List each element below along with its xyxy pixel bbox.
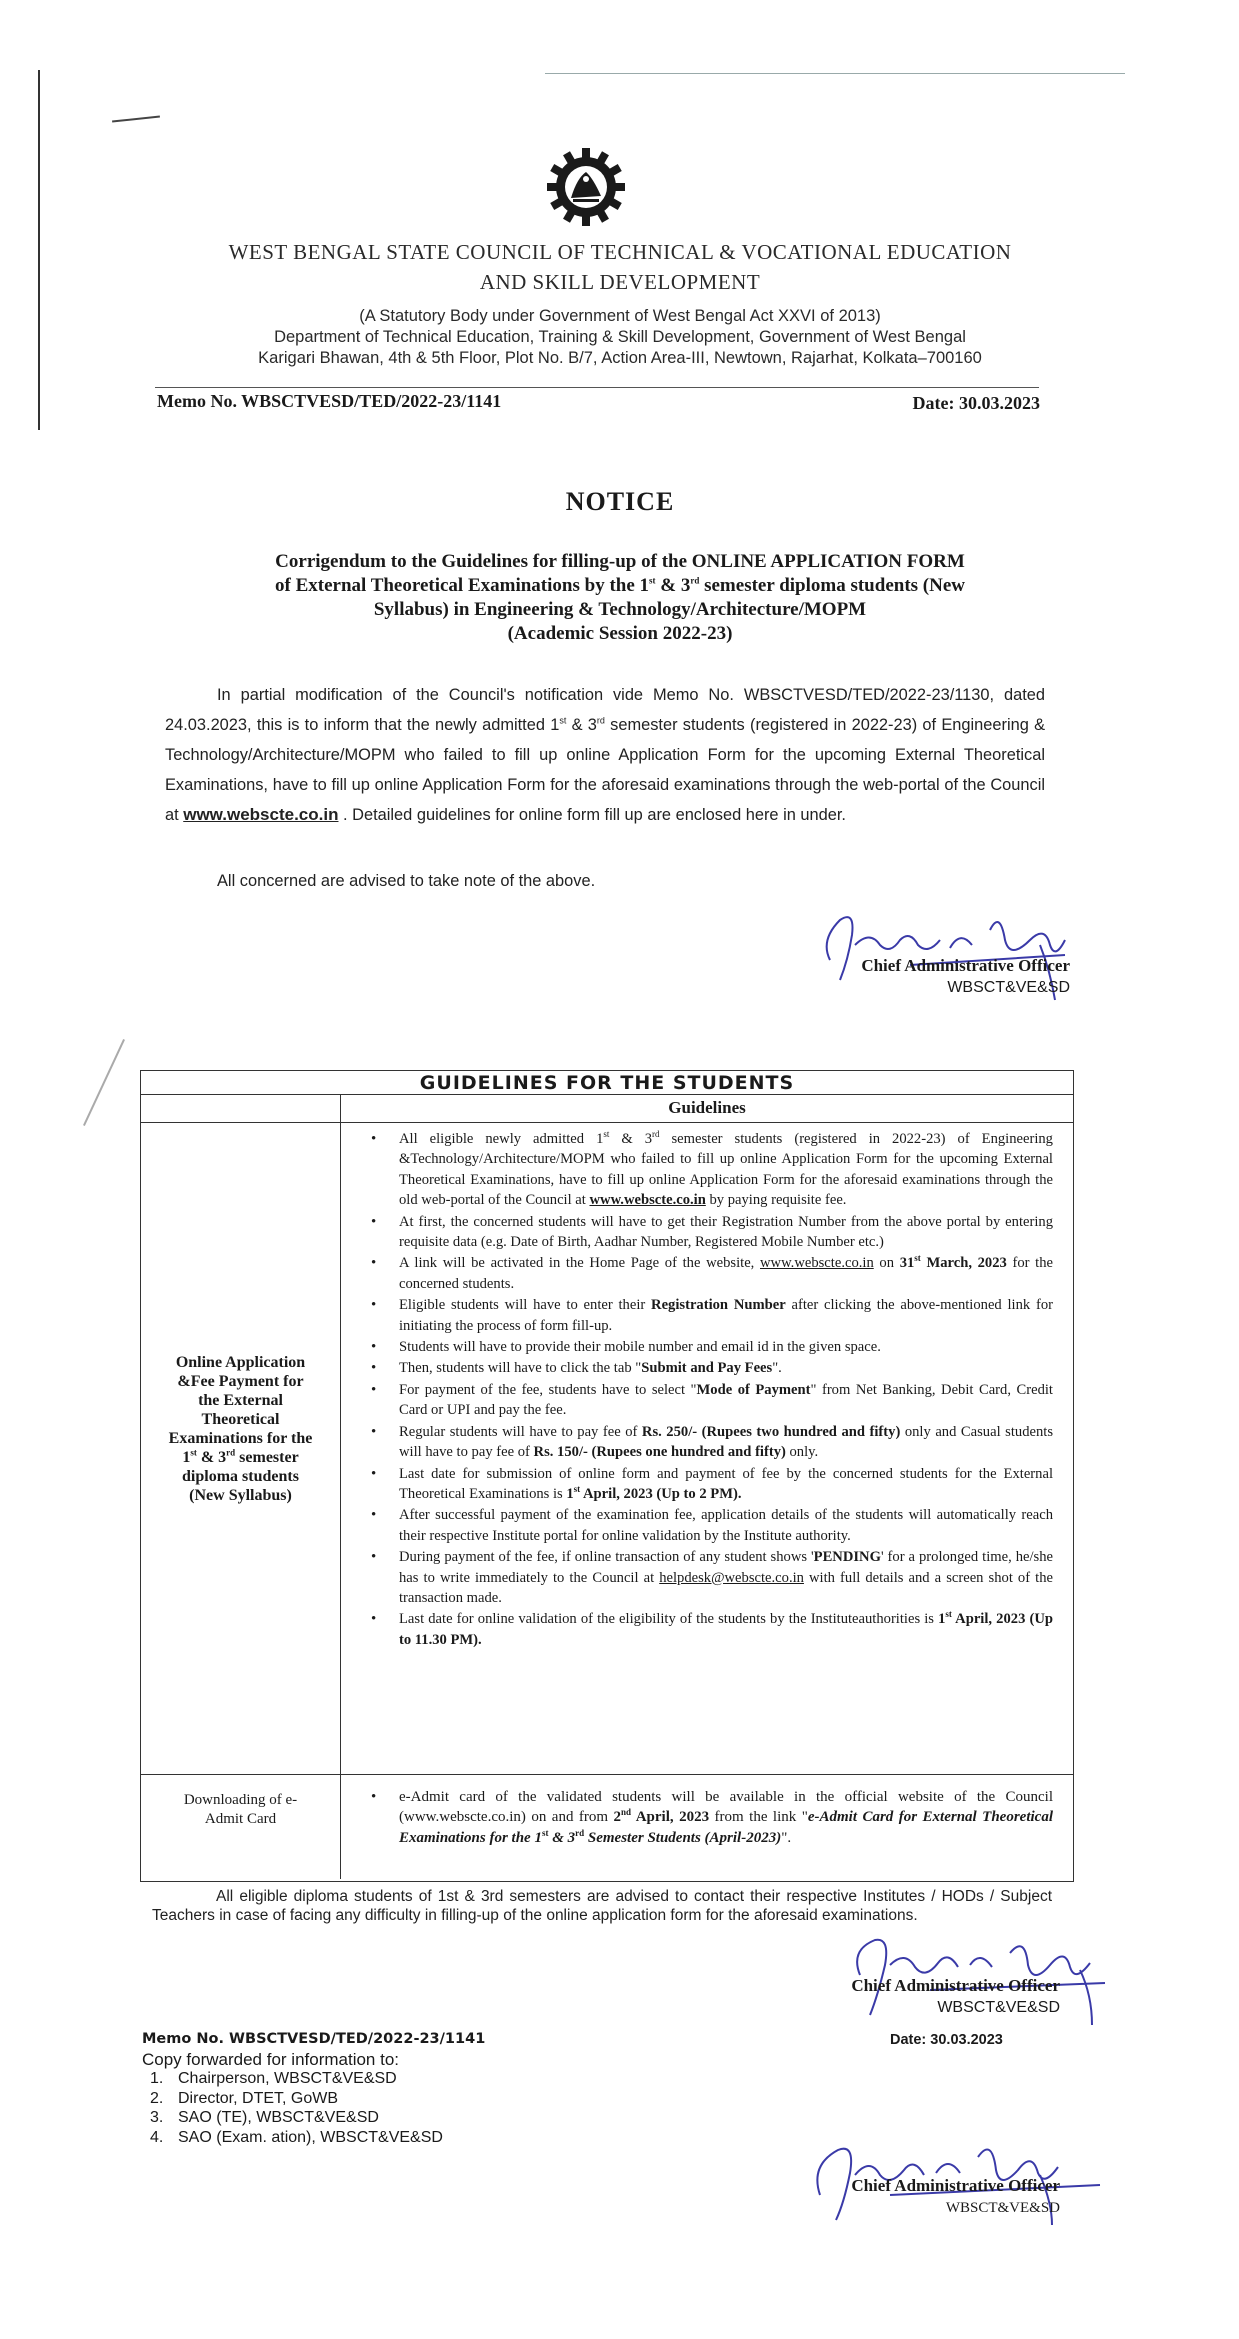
- admit-card-cell: [341, 1775, 1073, 1879]
- guidelines-table-title: GUIDELINES FOR THE STUDENTS: [141, 1071, 1073, 1095]
- notice-subject: [130, 550, 1110, 646]
- copy-recipient-list: [142, 2069, 602, 2147]
- guidelines-list: [371, 1129, 1053, 1650]
- subject-line3: Syllabus) in Engineering & Technology/Architecture/MOPM: [373, 599, 867, 620]
- scan-top-line: [545, 73, 1125, 74]
- list-item-number: 4.: [150, 2128, 164, 2146]
- list-item-text: SAO (Exam. ation), WBSCT&VE&SD: [178, 2128, 443, 2146]
- list-item-text: Chairperson, WBSCT&VE&SD: [178, 2070, 397, 2087]
- council-name-line1: WEST BENGAL STATE COUNCIL OF TECHNICAL & VOCATIONAL EDUCATION: [228, 240, 1012, 264]
- subject-line1: Corrigendum to the Guidelines for filling-up of the ONLINE APPLICATION FORM: [275, 551, 965, 572]
- address-line: Karigari Bhawan, 4th & 5th Floor, Plot No. B/7, Action Area-III, Newtown, Rajarhat, Kolkata–700160: [258, 349, 982, 367]
- subject-line2: of External Theoretical Examinations by the 1st & 3rd semester diploma students (New: [275, 575, 965, 596]
- list-item: • A link will be activated in the Home Page of the website, www.webscte.co.in on 31st March, 2023 for the concerned students.: [371, 1253, 1053, 1294]
- website-link[interactable]: www.webscte.co.in: [183, 805, 339, 824]
- signatory-designation-2: Chief Administrative Officer: [851, 1976, 1060, 1995]
- website-link[interactable]: www.webscte.co.in: [589, 1192, 706, 1209]
- list-item: • During payment of the fee, if online transaction of any student shows 'PENDING' for a prolonged time, he/she has to write immediately to the Council at helpdesk@webscte.co.in with full details and a screen shot of the transaction made.: [371, 1547, 1053, 1608]
- list-item-text: Director, DTET, GoWB: [178, 2089, 339, 2107]
- list-item-text: SAO (TE), WBSCT&VE&SD: [178, 2109, 379, 2126]
- list-item: [142, 2108, 602, 2128]
- memo-date: Date: 30.03.2023: [912, 393, 1040, 413]
- signatory-org-3: WBSCT&VE&SD: [945, 2200, 1060, 2216]
- subject-line4: (Academic Session 2022-23): [507, 623, 733, 644]
- list-item: [142, 2089, 602, 2109]
- guidelines-bullets-cell: [341, 1123, 1073, 1774]
- header-empty-cell: [141, 1095, 341, 1122]
- helpdesk-email-link[interactable]: helpdesk@webscte.co.in: [659, 1569, 804, 1586]
- council-name-line2: AND SKILL DEVELOPMENT: [479, 270, 761, 294]
- guidelines-table: [140, 1070, 1074, 1882]
- row-label-online-application: Online Application &Fee Payment for the External Theoretical Examinations for the 1st & 3rd semester diploma students (New Syllabus): [141, 1123, 341, 1774]
- statutory-line: (A Statutory Body under Government of West Bengal Act XXVI of 2013): [359, 307, 881, 325]
- list-item: • Eligible students will have to enter their Registration Number after clicking the above-mentioned link for initiating the process of form fill-up.: [371, 1295, 1053, 1336]
- list-item: • For payment of the fee, students have to select "Mode of Payment" from Net Banking, Debit Card, Credit Card or UPI and pay the fee.: [371, 1380, 1053, 1421]
- signatory-org-2: WBSCT&VE&SD: [937, 1999, 1060, 2016]
- council-logo: [547, 148, 625, 226]
- signatory-designation-3: Chief Administrative Officer: [851, 2176, 1060, 2195]
- guidelines-table-header: [141, 1095, 1073, 1123]
- notice-body-paragraph: In partial modification of the Council's notification vide Memo No. WBSCTVESD/TED/2022-23/1130, dated 24.03.2023, this is to inform that the newly admitted 1st & 3rd semester students (registered in 2022-23) of Engineering & Technology/Architecture/MOPM who failed to fill up online Application Form for the upcoming External Theoretical Examinations, have to fill up online Application Form for the aforesaid examinations through the web-portal of the Council at www.webscte.co.in . Detailed guidelines for online form fill up are enclosed here in under.: [165, 686, 1046, 824]
- signatory-designation-1: Chief Administrative Officer: [861, 956, 1070, 975]
- list-item: • Then, students will have to click the tab "Submit and Pay Fees".: [371, 1358, 1053, 1378]
- department-line: Department of Technical Education, Training & Skill Development, Government of West Bengal: [274, 328, 966, 346]
- list-item: • Regular students will have to pay fee of Rs. 250/- (Rupees two hundred and fifty) only and Casual students will have to pay fee of Rs. 150/- (Rupees one hundred and fifty) only.: [371, 1422, 1053, 1463]
- copy-forwarded-block: [142, 2030, 602, 2147]
- website-link[interactable]: www.webscte.co.in: [760, 1255, 874, 1272]
- list-item-number: 3.: [150, 2109, 164, 2126]
- scan-slash: [83, 1039, 125, 1126]
- contact-advisory-note: All eligible diploma students of 1st & 3rd semesters are advised to contact their respective Institutes / HODs / Subject Teachers in case of facing any difficulty in filling-up of the online application form for the aforesaid examinations.: [152, 1888, 1052, 1924]
- scan-edge-line: [38, 70, 40, 430]
- list-item: • At first, the concerned students will have to get their Registration Number from the above portal by entering requisite data (e.g. Date of Birth, Aadhar Number, Registered Mobile Number etc.): [371, 1212, 1053, 1253]
- memo-number: Memo No. WBSCTVESD/TED/2022-23/1141: [157, 391, 502, 411]
- header-rule: [155, 387, 1039, 388]
- gear-emblem-icon: [547, 148, 625, 226]
- copy-lead-text: Copy forwarded for information to:: [142, 2049, 400, 2069]
- notice-title: NOTICE: [565, 487, 675, 516]
- list-item-number: 2.: [150, 2089, 164, 2107]
- row-label-admit-card: Downloading of e-Admit Card: [141, 1775, 341, 1879]
- list-item: • Last date for online validation of the eligibility of the students by the Instituteauthorities is 1st April, 2023 (Up to 11.30 PM).: [371, 1609, 1053, 1650]
- notice-advice: All concerned are advised to take note of the above.: [217, 872, 596, 890]
- list-item: [142, 2069, 602, 2089]
- list-item: [142, 2128, 602, 2148]
- list-item: • Last date for submission of online form and payment of fee by the concerned students for the External Theoretical Examinations is 1st April, 2023 (Up to 2 PM).: [371, 1464, 1053, 1505]
- table-row: [141, 1775, 1073, 1879]
- scan-mark: [112, 115, 160, 122]
- copy-date: Date: 30.03.2023: [890, 2032, 1003, 2048]
- table-row: [141, 1123, 1073, 1775]
- list-item-number: 1.: [150, 2070, 164, 2087]
- list-item: • e-Admit card of the validated students will be available in the official website of the Council (www.webscte.co.in) on and from 2nd April, 2023 from the link "e-Admit Card for External Theoretical Examinations for the 1st & 3rd Semester Students (April-2023)".: [371, 1787, 1053, 1848]
- list-item: • Students will have to provide their mobile number and email id in the given space.: [371, 1337, 1053, 1357]
- signatory-org-1: WBSCT&VE&SD: [947, 979, 1070, 996]
- list-item: • All eligible newly admitted 1st & 3rd semester students (registered in 2022-23) of Engineering &Technology/Architecture/MOPM who failed to fill up online Application Form for the upcoming External Theoretical Examinations, have to fill up online Application Form for the aforesaid examinations through the old web-portal of the Council at www.webscte.co.in by paying requisite fee.: [371, 1129, 1053, 1211]
- copy-memo-number: Memo No. WBSCTVESD/TED/2022-23/1141: [142, 2031, 486, 2047]
- list-item: • After successful payment of the examination fee, application details of the students will automatically reach their respective Institute portal for online validation by the Institute authority.: [371, 1505, 1053, 1546]
- guidelines-column-header: Guidelines: [668, 1098, 746, 1117]
